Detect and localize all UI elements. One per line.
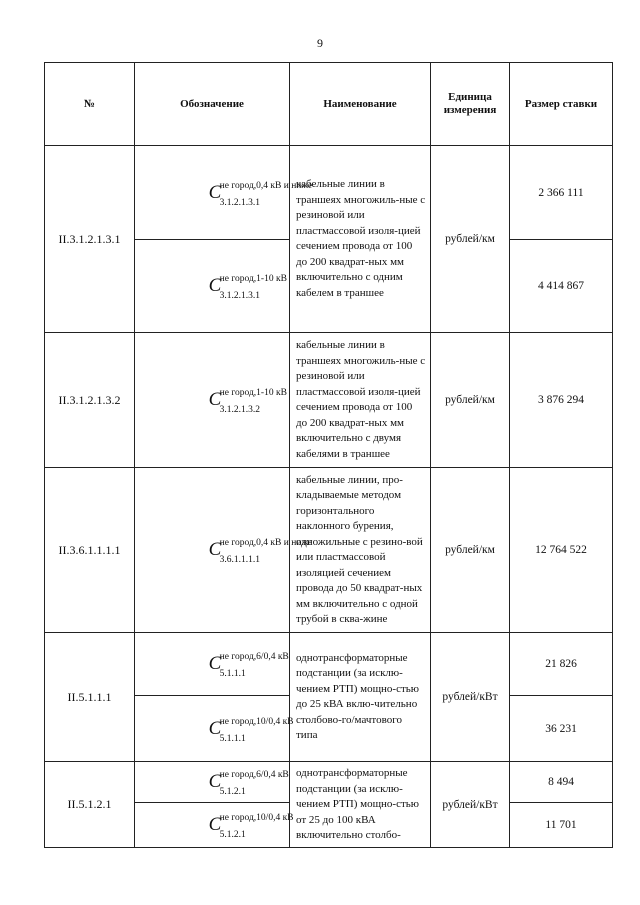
designation-cell (135, 333, 290, 468)
header-row (45, 63, 613, 146)
designation-cell (135, 696, 294, 762)
rate-formula (208, 813, 294, 840)
row-description: кабельные линии в траншеях многожиль-ные с резиновой или пластмассовой изоля-цией сечением провода от 100 до 200 квадрат-ных мм включительно с одним кабелем в траншее (290, 146, 431, 333)
rate-formula (208, 716, 294, 744)
formula-subscript: 3.1.2.1.3.1 (219, 291, 261, 301)
table-row (45, 762, 613, 803)
formula-superscript: не город,0,4 кВ и ниже (219, 538, 313, 548)
table-row (45, 468, 613, 633)
rate-value: 12 764 522 (510, 468, 613, 633)
row-description: кабельные линии, про-кладываемые методом горизонтального наклонного бурения, одножильные с резино-вой или пластмассовой изоляцией сечением провода до 50 квадрат-ных мм включительно с одной трубой в сква-жине (290, 468, 431, 633)
header-name: Наименование (290, 63, 431, 146)
formula-superscript: не город,0,4 кВ и ниже (219, 180, 313, 191)
formula-symbol: C (208, 717, 222, 739)
rate-value: 11 701 (510, 803, 613, 848)
header-number: № (45, 63, 135, 146)
formula-superscript: не город,1-10 кВ (219, 388, 287, 398)
rate-formula (208, 388, 287, 415)
row-unit: рублей/кВт (431, 762, 510, 848)
formula-superscript: не город,10/0,4 кВ (219, 716, 294, 727)
formula-superscript: не город,6/0,4 кВ (219, 770, 289, 780)
row-unit: рублей/км (431, 146, 510, 333)
designation-cell (135, 762, 290, 803)
designation-cell (135, 633, 290, 696)
formula-subscript: 5.1.1.1 (219, 669, 246, 679)
formula-superscript: не город,6/0,4 кВ (219, 652, 289, 662)
designation-cell (135, 240, 290, 333)
rate-formula (208, 180, 313, 208)
row-description: однотрансформаторные подстанции (за исклю-чением РТП) мощно-стью от 25 до 100 кВА включительно столбо- (290, 762, 431, 848)
rate-formula (208, 770, 289, 797)
header-designation: Обозначение (135, 63, 290, 146)
formula-subscript: 3.6.1.1.1.1 (219, 555, 261, 565)
formula-symbol: C (208, 814, 222, 835)
row-unit: рублей/км (431, 468, 510, 633)
formula-symbol: C (208, 275, 222, 296)
row-number: II.3.1.2.1.3.2 (45, 333, 135, 468)
row-number: II.3.1.2.1.3.1 (45, 146, 135, 333)
header-rate: Размер ставки (510, 63, 613, 146)
formula-symbol: C (208, 653, 222, 674)
table-row (45, 633, 613, 696)
table-row (45, 146, 613, 240)
rate-value: 2 366 111 (510, 146, 613, 240)
row-unit: рублей/км (431, 333, 510, 468)
rate-value: 8 494 (510, 762, 613, 803)
formula-symbol: C (208, 539, 222, 560)
designation-cell (135, 146, 313, 240)
formula-subscript: 5.1.1.1 (219, 733, 246, 744)
formula-symbol: C (208, 389, 222, 410)
rate-value: 21 826 (510, 633, 613, 696)
row-number: II.5.1.2.1 (45, 762, 135, 848)
formula-superscript: не город,10/0,4 кВ (219, 813, 294, 823)
row-unit: рублей/кВт (431, 633, 510, 762)
rate-value: 3 876 294 (510, 333, 613, 468)
rate-formula (208, 274, 287, 301)
page-number: 9 (317, 36, 323, 50)
designation-cell (135, 468, 313, 633)
designation-cell (135, 803, 294, 848)
rate-formula (208, 538, 313, 565)
row-number: II.3.6.1.1.1.1 (45, 468, 135, 633)
formula-superscript: не город,1-10 кВ (219, 274, 287, 284)
row-description: кабельные линии в траншеях многожиль-ные с резиновой или пластмассовой изоля-цией сечением провода от 100 до 200 квадрат-ных мм включительно с двумя кабелями в траншее (290, 333, 431, 468)
formula-subscript: 3.1.2.1.3.1 (219, 197, 261, 208)
formula-symbol: C (208, 181, 222, 203)
table-row (45, 333, 613, 468)
row-number: II.5.1.1.1 (45, 633, 135, 762)
rates-table (44, 62, 613, 848)
rate-value: 4 414 867 (510, 240, 613, 333)
row-description: однотрансформаторные подстанции (за исклю-чением РТП) мощно-стью до 25 кВА вклю-чительно столбово-го/мачтового типа (290, 633, 431, 762)
formula-subscript: 5.1.2.1 (219, 830, 246, 840)
formula-subscript: 5.1.2.1 (219, 787, 246, 797)
header-unit: Единица измерения (431, 63, 510, 146)
formula-symbol: C (208, 771, 222, 792)
formula-subscript: 3.1.2.1.3.2 (219, 405, 261, 415)
rate-formula (208, 652, 289, 679)
rate-value: 36 231 (510, 696, 613, 762)
